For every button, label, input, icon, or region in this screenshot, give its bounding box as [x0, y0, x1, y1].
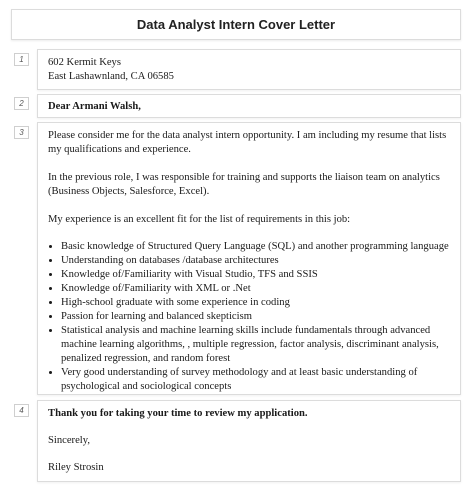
sign-off: Sincerely, [48, 435, 90, 446]
list-item: • Knowledge of/Familiarity with XML or .Net [61, 282, 450, 296]
list-item: • Knowledge of/Familiarity with Visual Studio, TFS and SSIS [61, 268, 450, 282]
list-item: • Passion for learning and balanced skepticism [61, 310, 450, 324]
section-address [37, 49, 461, 90]
section-closing [37, 400, 461, 482]
signature: Riley Strosin [48, 462, 104, 473]
list-item: • Basic knowledge of Structured Query Language (SQL) and another programming language [61, 240, 450, 254]
thanks-line: Thank you for taking your time to review my application. [48, 408, 308, 419]
body-paragraph-2: In the previous role, I was responsible for training and supports the liaison team on analytics (Business Objects, Salesforce, Excel). [48, 172, 440, 197]
requirements-list [48, 240, 450, 394]
list-item: • Statistical analysis and machine learning skills include fundamentals through advanced machine learning algorithms, , multiple regression, factor analysis, discriminant analysis, penalized regression, and random forest [61, 324, 450, 366]
section-number-3: 3 [14, 126, 29, 139]
body-paragraph-3: My experience is an excellent fit for the list of requirements in this job: [48, 214, 351, 225]
page-title: Data Analyst Intern Cover Letter [136, 17, 336, 32]
greeting: Dear Armani Walsh, [48, 101, 141, 112]
address-line-2: East Lashawnland, CA 06585 [48, 71, 174, 82]
address-line-1: 602 Kermit Keys [48, 57, 121, 68]
page-title-box [11, 9, 461, 40]
section-number-4: 4 [14, 404, 29, 417]
section-number-2: 2 [14, 97, 29, 110]
section-number-1: 1 [14, 53, 29, 66]
list-item: • Very good understanding of survey methodology and at least basic understanding of psychological and sociological concepts [61, 366, 450, 394]
body-paragraph-1: Please consider me for the data analyst intern opportunity. I am including my resume that lists my qualifications and experience. [48, 130, 447, 155]
list-item: • High-school graduate with some experience in coding [61, 296, 450, 310]
list-item: • Understanding on databases /database architectures [61, 254, 450, 268]
section-body [37, 122, 461, 395]
section-greeting [37, 94, 461, 118]
